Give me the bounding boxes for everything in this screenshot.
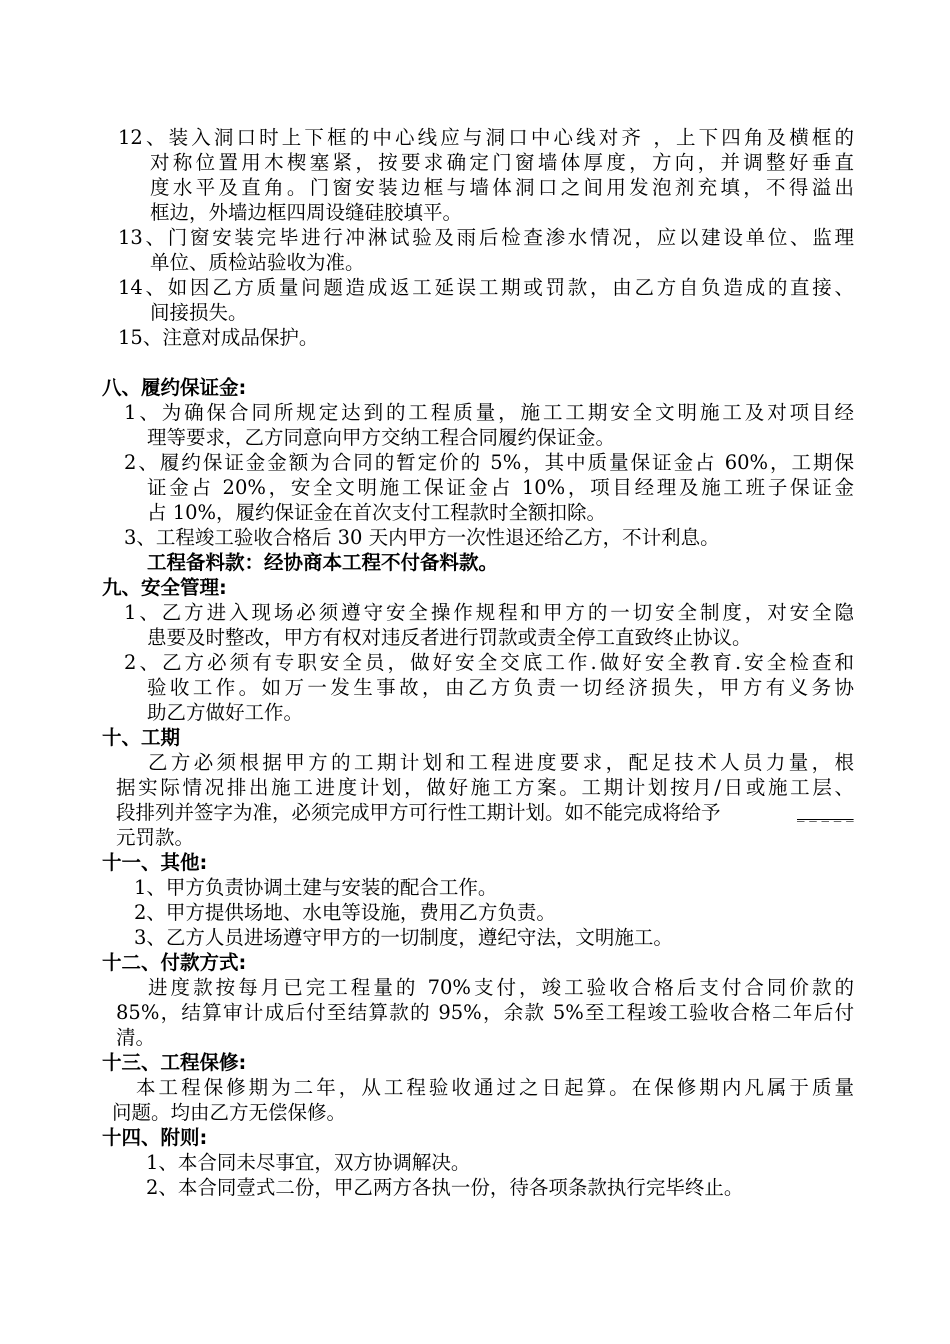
item-14-line-1: 14、如因乙方质量问题造成返工延误工期或罚款，由乙方自负造成的直接、: [118, 276, 854, 299]
s8-item-2-line-1: 2、履约保证金金额为合同的暂定价的 5%，其中质量保证金占 60%，工期保: [124, 451, 854, 474]
s10-para-line-4: 元罚款。: [116, 826, 195, 849]
s8-item-1-line-1: 1、为确保合同所规定达到的工程质量，施工工期安全文明施工及对项目经: [124, 401, 854, 424]
s12-para-line-2: 85%，结算审计成后付至结算款的 95%，余款 5%至工程竣工验收合格二年后付: [116, 1001, 854, 1024]
s8-item-3: 3、工程竣工验收合格后 30 天内甲方一次性退还给乙方，不计利息。: [124, 526, 720, 549]
advance-payment-clause: 工程备料款：经协商本工程不付备料款。: [147, 551, 499, 574]
s12-para-line-3: 清。: [116, 1026, 156, 1049]
item-14-line-2: 间接损失。: [150, 301, 248, 324]
s8-item-2-line-3: 占 10%，履约保证金在首次支付工程款时全额扣除。: [147, 501, 607, 524]
s13-para-line-1: 本工程保修期为二年，从工程验收通过之日起算。在保修期内凡属于质量: [136, 1076, 854, 1099]
item-13-line-1: 13、门窗安装完毕进行冲淋试验及雨后检查渗水情况，应以建设单位、监理: [118, 226, 854, 249]
section-11-heading: 十一、其他:: [102, 851, 208, 874]
section-12-heading: 十二、付款方式:: [102, 951, 247, 974]
item-12-line-4: 框边，外墙边框四周设缝硅胶填平。: [150, 201, 463, 224]
section-13-heading: 十三、工程保修:: [102, 1051, 247, 1074]
s11-item-2: 2、甲方提供场地、水电等设施，费用乙方负责。: [134, 901, 556, 924]
s9-item-2-line-1: 2、乙方必须有专职安全员，做好安全交底工作.做好安全教育.安全检查和: [124, 651, 854, 674]
item-13-line-2: 单位、质检站验收为准。: [150, 251, 365, 274]
s11-item-3: 3、乙方人员进场遵守甲方的一切制度，遵纪守法，文明施工。: [134, 926, 673, 949]
section-8-heading: 八、履约保证金:: [102, 376, 247, 399]
s9-item-2-line-2: 验收工作。如万一发生事故，由乙方负责一切经济损失，甲方有义务协: [147, 676, 854, 699]
s8-item-2-line-2: 证金占 20%，安全文明施工保证金占 10%，项目经理及施工班子保证金: [147, 476, 854, 499]
section-10-heading: 十、工期: [102, 726, 181, 749]
s10-para-line-2: 据实际情况排出施工进度计划，做好施工方案。工期计划按月/日或施工层、: [116, 776, 854, 799]
s14-item-1: 1、本合同未尽事宜，双方协调解决。: [146, 1151, 471, 1174]
s10-para-line-1: 乙方必须根据甲方的工期计划和工程进度要求，配足技术人员力量，根: [148, 751, 854, 774]
s13-para-line-2: 问题。均由乙方无偿保修。: [112, 1101, 347, 1124]
section-9-heading: 九、安全管理:: [102, 576, 227, 599]
s8-item-1-line-2: 理等要求，乙方同意向甲方交纳工程合同履约保证金。: [147, 426, 616, 449]
s9-item-1-line-1: 1、乙方进入现场必须遵守安全操作规程和甲方的一切安全制度，对安全隐: [124, 601, 854, 624]
section-14-heading: 十四、附则:: [102, 1126, 208, 1149]
s9-item-1-line-2: 患要及时整改，甲方有权对违反者进行罚款或责全停工直致终止协议。: [147, 626, 752, 649]
s14-item-2: 2、本合同壹式二份，甲乙两方各执一份，待各项条款执行完毕终止。: [146, 1176, 744, 1199]
item-12-line-3: 度水平及直角。门窗安装边框与墙体洞口之间用发泡剂充填，不得溢出: [150, 176, 854, 199]
s11-item-1: 1、甲方负责协调土建与安装的配合工作。: [134, 876, 498, 899]
s9-item-2-line-3: 助乙方做好工作。: [147, 701, 304, 724]
s12-para-line-1: 进度款按每月已完工程量的 70%支付，竣工验收合格后支付合同价款的: [148, 976, 854, 999]
s10-para-line-3: 段排列并签字为准，必须完成甲方可行性工期计划。如不能完成将给予: [116, 801, 721, 824]
item-12-line-1: 12、装入洞口时上下框的中心线应与洞口中心线对齐 ，上下四角及横框的: [118, 126, 854, 149]
fine-amount-blank: _ _ _ _ _: [797, 804, 854, 822]
item-12-line-2: 对称位置用木楔塞紧，按要求确定门窗墙体厚度，方向，并调整好垂直: [150, 151, 854, 174]
item-15: 15、注意对成品保护。: [118, 326, 319, 349]
